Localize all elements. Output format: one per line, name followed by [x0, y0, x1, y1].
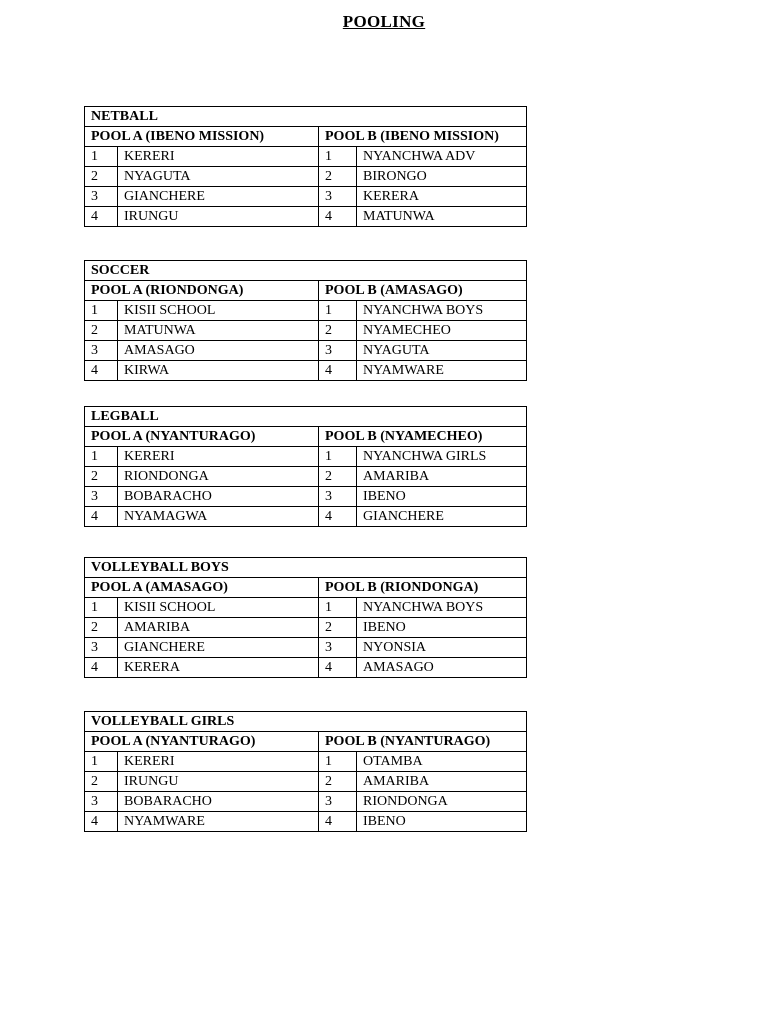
pool-b-team: GIANCHERE — [357, 507, 527, 527]
pool-a-header: POOL A (RIONDONGA) — [85, 281, 319, 301]
pool-b-team: NYAMWARE — [357, 361, 527, 381]
pool-a-team: KISII SCHOOL — [118, 301, 319, 321]
pool-b-number: 1 — [319, 752, 357, 772]
table-row — [85, 447, 527, 467]
pool-a-team: BOBARACHO — [118, 487, 319, 507]
pool-a-team: KERERI — [118, 447, 319, 467]
pool-a-team: KERERI — [118, 752, 319, 772]
pool-b-number: 3 — [319, 341, 357, 361]
table-row — [85, 598, 527, 618]
pool-a-team: AMARIBA — [118, 618, 319, 638]
pool-header-row — [85, 281, 527, 301]
pool-a-number: 4 — [85, 361, 118, 381]
pool-b-team: NYAGUTA — [357, 341, 527, 361]
table-row — [85, 618, 527, 638]
pool-b-team: IBENO — [357, 487, 527, 507]
table-row — [85, 167, 527, 187]
pool-b-number: 3 — [319, 792, 357, 812]
pool-a-header: POOL A (IBENO MISSION) — [85, 127, 319, 147]
pool-table — [84, 711, 527, 832]
pool-b-number: 1 — [319, 147, 357, 167]
pool-a-team: RIONDONGA — [118, 467, 319, 487]
pool-a-number: 4 — [85, 658, 118, 678]
pool-a-header: POOL A (NYANTURAGO) — [85, 732, 319, 752]
pool-b-team: BIRONGO — [357, 167, 527, 187]
pool-table — [84, 557, 527, 678]
pool-a-team: NYAMAGWA — [118, 507, 319, 527]
pool-a-number: 2 — [85, 321, 118, 341]
pool-a-team: AMASAGO — [118, 341, 319, 361]
table-row — [85, 752, 527, 772]
pool-b-header: POOL B (NYAMECHEO) — [319, 427, 527, 447]
pool-header-row — [85, 578, 527, 598]
table-row — [85, 772, 527, 792]
table-row — [85, 812, 527, 832]
pool-a-number: 2 — [85, 618, 118, 638]
pool-b-team: RIONDONGA — [357, 792, 527, 812]
pool-header-row — [85, 732, 527, 752]
pool-b-team: NYANCHWA GIRLS — [357, 447, 527, 467]
pool-b-number: 4 — [319, 507, 357, 527]
pool-a-team: KERERI — [118, 147, 319, 167]
pool-a-team: NYAMWARE — [118, 812, 319, 832]
pool-b-header: POOL B (NYANTURAGO) — [319, 732, 527, 752]
pool-b-number: 4 — [319, 361, 357, 381]
pool-b-team: AMASAGO — [357, 658, 527, 678]
pool-table — [84, 260, 527, 381]
pool-a-number: 1 — [85, 447, 118, 467]
pool-b-team: KERERA — [357, 187, 527, 207]
pool-b-team: MATUNWA — [357, 207, 527, 227]
pool-b-number: 2 — [319, 321, 357, 341]
table-row — [85, 147, 527, 167]
pool-a-team: NYAGUTA — [118, 167, 319, 187]
pool-a-team: IRUNGU — [118, 207, 319, 227]
pool-b-header: POOL B (RIONDONGA) — [319, 578, 527, 598]
pool-a-number: 1 — [85, 598, 118, 618]
pool-a-team: KERERA — [118, 658, 319, 678]
pool-b-number: 2 — [319, 467, 357, 487]
table-row — [85, 638, 527, 658]
pool-a-team: KISII SCHOOL — [118, 598, 319, 618]
pool-a-header: POOL A (AMASAGO) — [85, 578, 319, 598]
pool-a-team: GIANCHERE — [118, 638, 319, 658]
pool-b-header: POOL B (AMASAGO) — [319, 281, 527, 301]
pool-b-team: AMARIBA — [357, 467, 527, 487]
pool-b-team: NYANCHWA ADV — [357, 147, 527, 167]
table-row — [85, 321, 527, 341]
page-title: POOLING — [342, 12, 426, 31]
pool-a-number: 3 — [85, 487, 118, 507]
pool-a-team: MATUNWA — [118, 321, 319, 341]
pool-b-number: 4 — [319, 207, 357, 227]
pool-b-number: 1 — [319, 301, 357, 321]
pool-a-number: 4 — [85, 812, 118, 832]
sport-row — [85, 261, 527, 281]
table-row — [85, 507, 527, 527]
sport-row — [85, 107, 527, 127]
pool-a-number: 3 — [85, 187, 118, 207]
pool-b-number: 1 — [319, 598, 357, 618]
pool-a-number: 3 — [85, 341, 118, 361]
pool-a-team: IRUNGU — [118, 772, 319, 792]
pool-a-number: 1 — [85, 301, 118, 321]
pool-b-number: 3 — [319, 638, 357, 658]
table-row — [85, 207, 527, 227]
pool-b-number: 2 — [319, 618, 357, 638]
sport-name: SOCCER — [85, 261, 527, 281]
pool-a-team: GIANCHERE — [118, 187, 319, 207]
pool-header-row — [85, 127, 527, 147]
pool-a-number: 1 — [85, 147, 118, 167]
pool-a-team: KIRWA — [118, 361, 319, 381]
table-row — [85, 658, 527, 678]
table-row — [85, 301, 527, 321]
pool-table — [84, 406, 527, 527]
sport-row — [85, 558, 527, 578]
pool-b-number: 3 — [319, 487, 357, 507]
table-row — [85, 361, 527, 381]
pool-b-number: 2 — [319, 167, 357, 187]
sport-name: VOLLEYBALL BOYS — [85, 558, 527, 578]
pool-a-number: 4 — [85, 507, 118, 527]
pool-table — [84, 106, 527, 227]
sport-row — [85, 712, 527, 732]
sport-name: VOLLEYBALL GIRLS — [85, 712, 527, 732]
pool-a-header: POOL A (NYANTURAGO) — [85, 427, 319, 447]
pool-b-team: IBENO — [357, 618, 527, 638]
table-row — [85, 487, 527, 507]
pool-a-number: 2 — [85, 772, 118, 792]
pool-b-number: 2 — [319, 772, 357, 792]
pool-a-number: 3 — [85, 792, 118, 812]
table-row — [85, 467, 527, 487]
pool-a-team: BOBARACHO — [118, 792, 319, 812]
pool-b-number: 4 — [319, 658, 357, 678]
pool-b-team: AMARIBA — [357, 772, 527, 792]
pool-b-team: NYAMECHEO — [357, 321, 527, 341]
sport-row — [85, 407, 527, 427]
pool-b-team: IBENO — [357, 812, 527, 832]
pool-b-team: NYANCHWA BOYS — [357, 301, 527, 321]
pool-b-header: POOL B (IBENO MISSION) — [319, 127, 527, 147]
pool-b-number: 1 — [319, 447, 357, 467]
pool-b-team: NYONSIA — [357, 638, 527, 658]
sport-name: NETBALL — [85, 107, 527, 127]
pool-a-number: 2 — [85, 467, 118, 487]
pool-a-number: 3 — [85, 638, 118, 658]
table-row — [85, 792, 527, 812]
pool-b-team: OTAMBA — [357, 752, 527, 772]
pool-header-row — [85, 427, 527, 447]
table-row — [85, 341, 527, 361]
pool-a-number: 2 — [85, 167, 118, 187]
pool-a-number: 1 — [85, 752, 118, 772]
pool-b-number: 3 — [319, 187, 357, 207]
table-row — [85, 187, 527, 207]
pool-a-number: 4 — [85, 207, 118, 227]
pool-b-team: NYANCHWA BOYS — [357, 598, 527, 618]
pool-b-number: 4 — [319, 812, 357, 832]
sport-name: LEGBALL — [85, 407, 527, 427]
